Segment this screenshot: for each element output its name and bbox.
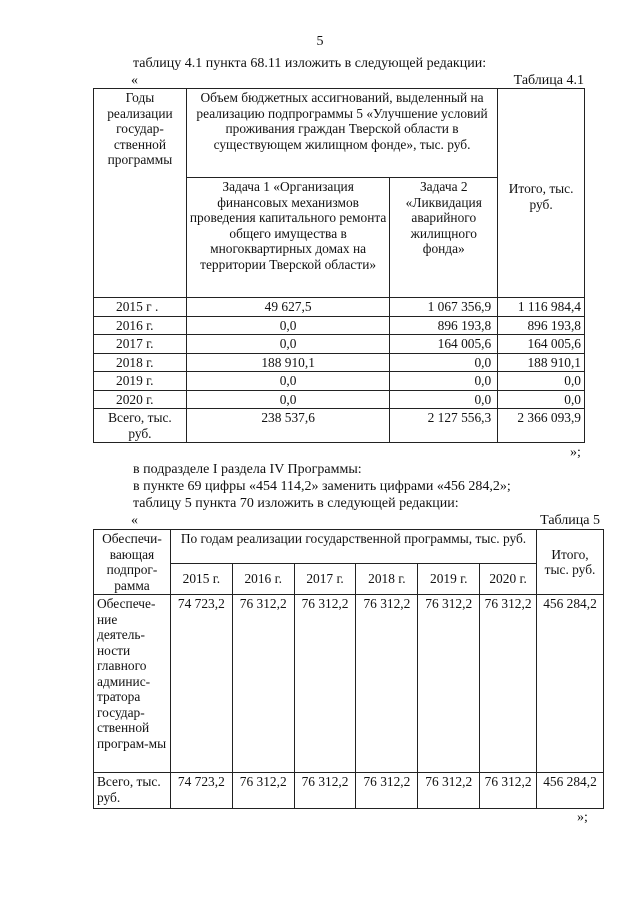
- table-row: [94, 390, 585, 409]
- table-row: [94, 316, 585, 335]
- row-value: 76 312,2: [356, 773, 418, 809]
- row-task1: 0,0: [186, 390, 389, 409]
- row-value: 76 312,2: [356, 595, 418, 773]
- year-header: 2018 г.: [356, 563, 418, 594]
- row-task1: 49 627,5: [186, 298, 389, 317]
- header-volume: Объем бюджетных ассигнований, выделенный на реализацию подпрограммы 5 «Улучшение условий проживания граждан Тверской области в существующем жилищном фонде», тыс. руб.: [186, 89, 497, 178]
- row-task1: 0,0: [186, 335, 389, 354]
- row-total: 896 193,8: [498, 316, 585, 335]
- row-year: 2020 г.: [94, 390, 187, 409]
- row-task2: 0,0: [390, 372, 498, 391]
- row-task1: 0,0: [186, 372, 389, 391]
- row-name: Всего, тыс. руб.: [94, 773, 171, 809]
- budget-table-5: [93, 529, 604, 809]
- page-number: 5: [316, 34, 324, 49]
- row-value: 76 312,2: [418, 595, 480, 773]
- quote-open: «: [131, 73, 138, 88]
- row-total: 0,0: [498, 372, 585, 391]
- table-row: [94, 595, 604, 773]
- table-row: [94, 298, 585, 317]
- row-year: 2016 г.: [94, 316, 187, 335]
- header-years: Годы реализации государ-ственной программы: [94, 89, 187, 298]
- row-value: 74 723,2: [170, 773, 232, 809]
- year-header: 2015 г.: [170, 563, 232, 594]
- row-year: 2015 г .: [94, 298, 187, 317]
- row-value: 74 723,2: [170, 595, 232, 773]
- para-table-5: таблицу 5 пункта 70 изложить в следующей редакции:: [133, 496, 459, 511]
- table-row: [94, 773, 604, 809]
- row-total: 188 910,1: [498, 353, 585, 372]
- row-task2: 0,0: [390, 353, 498, 372]
- row-year: Всего, тыс. руб.: [94, 409, 187, 443]
- quote-close-2: »;: [577, 810, 588, 825]
- t2-header-subprogram: Обеспечи-вающая подпрог-рамма: [94, 530, 171, 595]
- row-value: 76 312,2: [294, 773, 356, 809]
- row-task2: 164 005,6: [390, 335, 498, 354]
- table2-caption: Таблица 5: [540, 513, 600, 528]
- row-value: 76 312,2: [480, 595, 537, 773]
- year-header: 2020 г.: [480, 563, 537, 594]
- row-year: 2019 г.: [94, 372, 187, 391]
- row-task2: 896 193,8: [390, 316, 498, 335]
- intro-line: таблицу 4.1 пункта 68.11 изложить в следующей редакции:: [133, 56, 487, 71]
- row-value: 76 312,2: [294, 595, 356, 773]
- row-task1: 0,0: [186, 316, 389, 335]
- row-year: 2017 г.: [94, 335, 187, 354]
- t2-header-total: Итого, тыс. руб.: [537, 530, 604, 595]
- row-value: 76 312,2: [232, 595, 294, 773]
- table-row: [94, 409, 585, 443]
- header-total-cell: [498, 89, 585, 298]
- row-task2: 0,0: [390, 390, 498, 409]
- header-task2: Задача 2 «Ликвидация аварийного жилищного фонда»: [390, 178, 498, 298]
- row-total: 1 116 984,4: [498, 298, 585, 317]
- header-task1: Задача 1 «Организация финансовых механизмов проведения капитального ремонта общего имущества в многоквартирных домах на территории Тверской области»: [186, 178, 389, 298]
- row-total: 0,0: [498, 390, 585, 409]
- quote-close-1: »;: [570, 445, 581, 460]
- row-year: 2018 г.: [94, 353, 187, 372]
- para-point-69: в пункте 69 цифры «454 114,2» заменить цифрами «456 284,2»;: [133, 479, 511, 494]
- row-total: 164 005,6: [498, 335, 585, 354]
- row-total: 2 366 093,9: [498, 409, 585, 443]
- row-total: 456 284,2: [537, 773, 604, 809]
- t2-header-years: По годам реализации государственной программы, тыс. руб.: [170, 530, 536, 564]
- row-task1: 238 537,6: [186, 409, 389, 443]
- year-header: 2017 г.: [294, 563, 356, 594]
- row-value: 76 312,2: [232, 773, 294, 809]
- year-header: 2016 г.: [232, 563, 294, 594]
- quote-open-2: «: [131, 513, 138, 528]
- year-header: 2019 г.: [418, 563, 480, 594]
- row-total: 456 284,2: [537, 595, 604, 773]
- row-value: 76 312,2: [480, 773, 537, 809]
- row-value: 76 312,2: [418, 773, 480, 809]
- table1-caption: Таблица 4.1: [513, 73, 584, 88]
- row-name: Обеспече-ние деятель-ности главного админис-тратора государ-ственной програм-мы: [94, 595, 171, 773]
- row-task2: 1 067 356,9: [390, 298, 498, 317]
- row-task1: 188 910,1: [186, 353, 389, 372]
- table-row: [94, 353, 585, 372]
- row-task2: 2 127 556,3: [390, 409, 498, 443]
- table-row: [94, 372, 585, 391]
- table-row: [94, 335, 585, 354]
- budget-table-4-1: [93, 88, 585, 443]
- header-total: Итого, тыс. руб.: [508, 181, 574, 212]
- para-subsection: в подразделе I раздела IV Программы:: [133, 462, 362, 477]
